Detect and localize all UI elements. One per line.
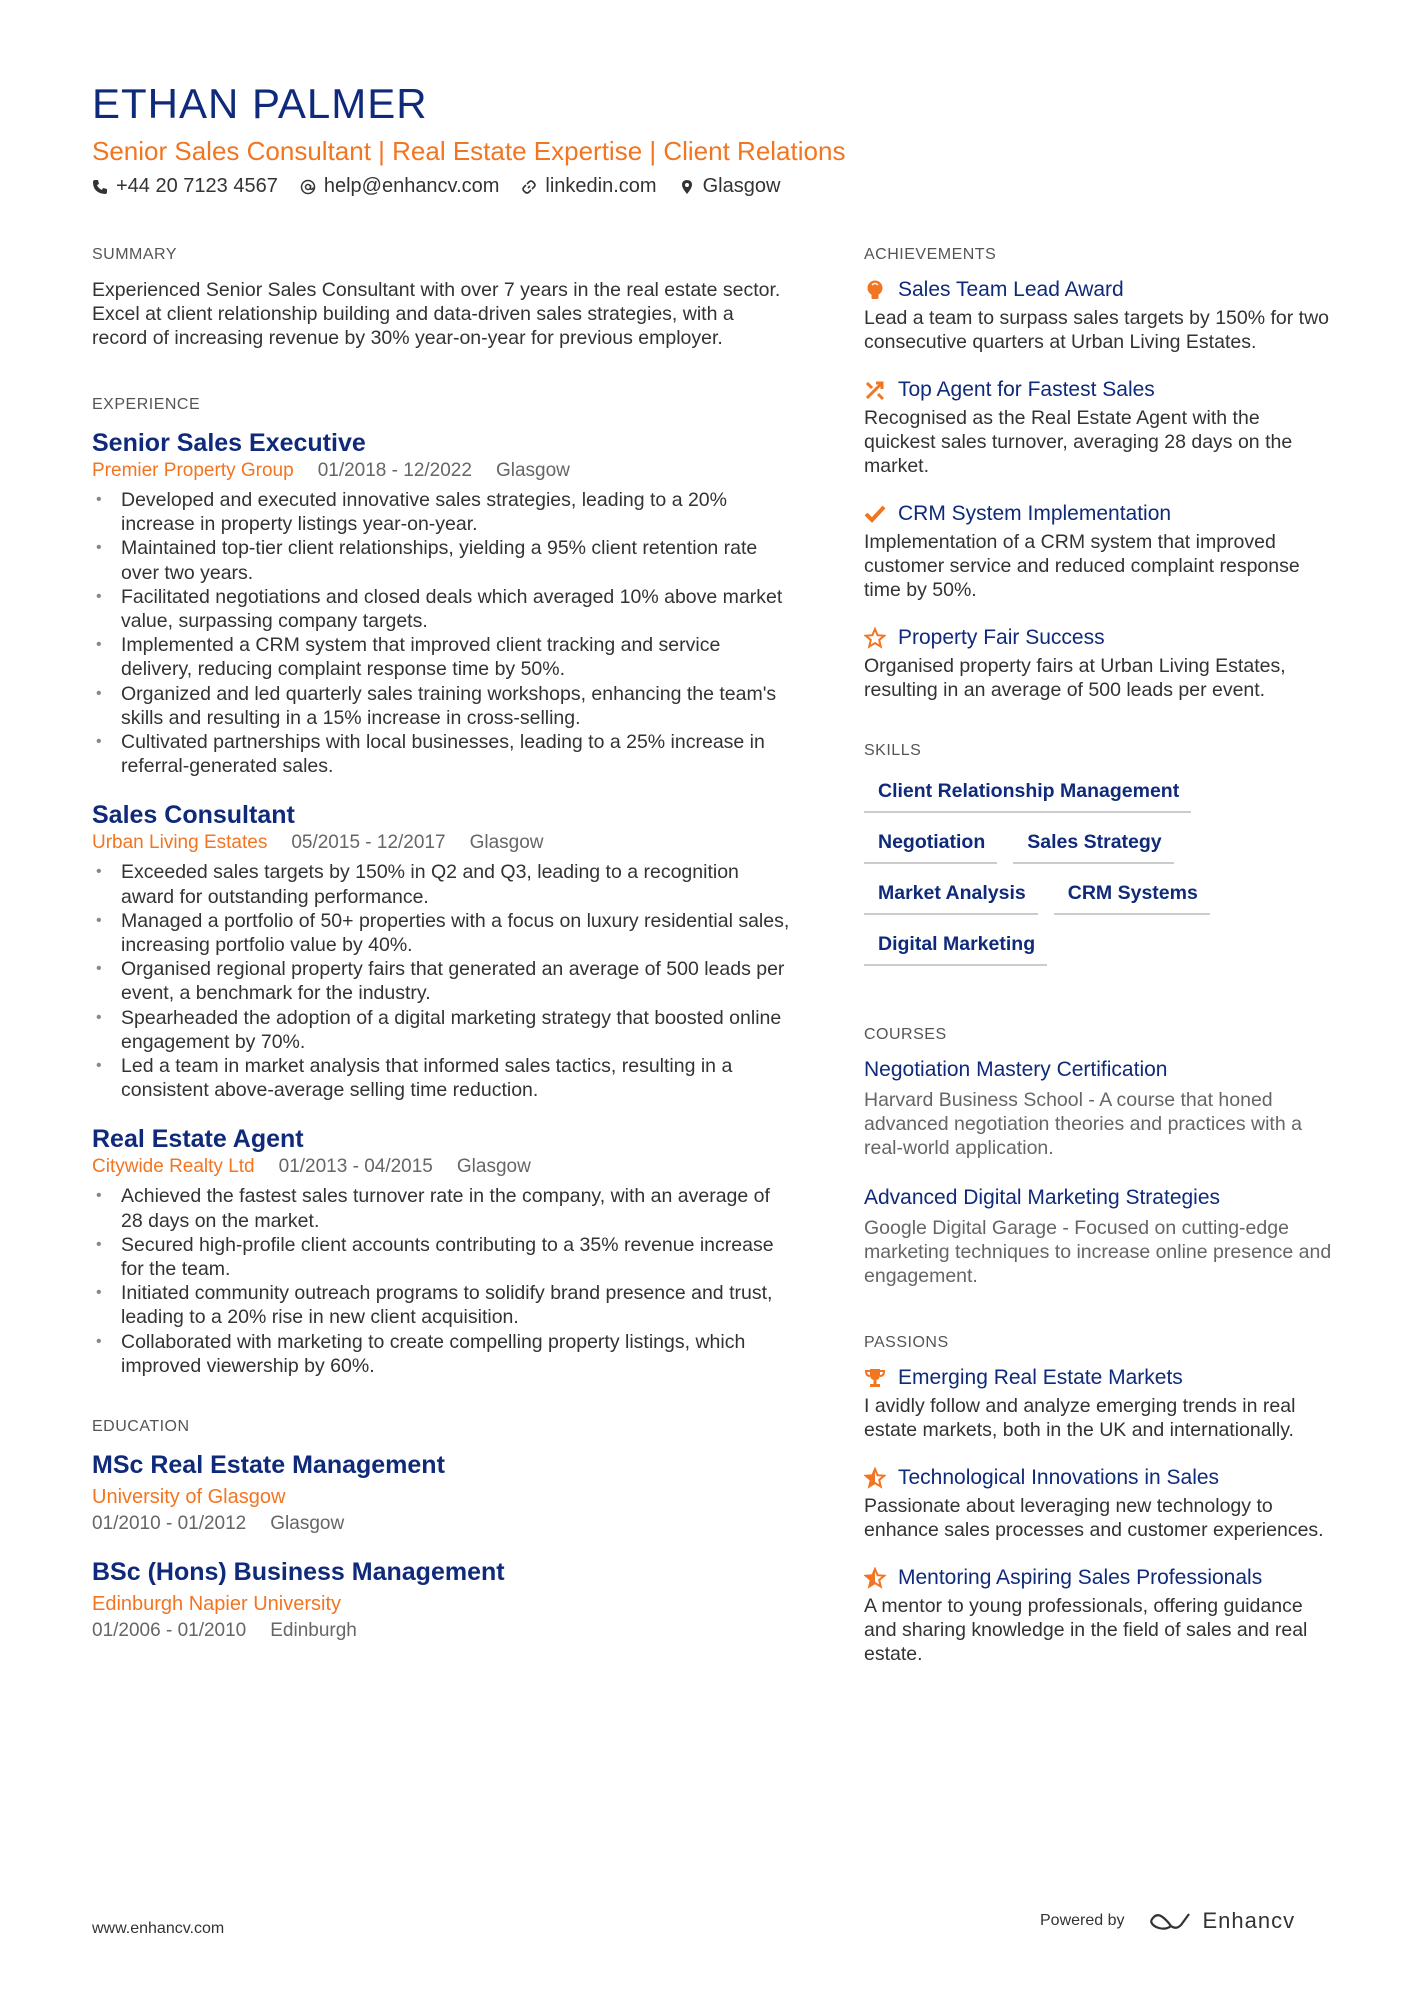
bullet-item: • Developed and executed innovative sales strategies, leading to a 20% increase in property listings year-on-year. [92, 488, 792, 536]
job-dates: 01/2013 - 04/2015 [278, 1156, 433, 1178]
passions-heading: PASSIONS [864, 1334, 949, 1351]
achievement-text: Recognised as the Real Estate Agent with the quickest sales turnover, averaging 28 days on the market. [864, 407, 1293, 477]
phone-text: +44 20 7123 4567 [116, 175, 278, 197]
job-bullets [92, 860, 792, 1102]
passions-section [864, 1334, 1334, 1666]
education-section [92, 1418, 792, 1642]
job-location: Glasgow [469, 832, 544, 854]
job-bullets [92, 1184, 792, 1378]
job-company: Citywide Realty Ltd [92, 1156, 255, 1178]
achievement-text: Implementation of a CRM system that improved customer service and reduced complaint response time by 50%. [864, 531, 1300, 601]
job-location: Glasgow [495, 460, 570, 481]
course-description: Harvard Business School - A course that honed advanced negotiation theories and practices with a real-world application. [864, 1089, 1302, 1159]
contact-email[interactable] [300, 175, 500, 198]
education-meta [92, 1620, 792, 1642]
enhancv-logo-icon [1149, 1910, 1195, 1932]
course-item [864, 1058, 1334, 1160]
degree-title: MSc Real Estate Management [92, 1451, 445, 1480]
passion-title: Emerging Real Estate Markets [898, 1366, 1183, 1389]
job-location: Glasgow [456, 1156, 531, 1178]
courses-heading: COURSES [864, 1026, 947, 1043]
location-pin-icon [679, 179, 695, 195]
skills-section [864, 742, 1334, 966]
achievement-item [864, 502, 1334, 602]
passion-text: A mentor to young professionals, offering guidance and sharing knowledge in the field of sales and real estate. [864, 1595, 1308, 1665]
email-text: help@enhancv.com [323, 175, 500, 197]
skill-tag: Market Analysis [864, 876, 1038, 915]
achievement-item [864, 278, 1334, 354]
passion-title: Mentoring Aspiring Sales Professionals [898, 1566, 1263, 1589]
experience-section [92, 396, 792, 1378]
education-entry [92, 1557, 792, 1642]
job-title: Sales Consultant [92, 801, 295, 830]
courses-section [864, 1026, 1334, 1288]
job-bullets [92, 488, 792, 778]
job-title: Real Estate Agent [92, 1125, 304, 1154]
education-heading: EDUCATION [92, 1418, 190, 1436]
education-location: Edinburgh [270, 1620, 357, 1642]
bullet-item: • Secured high-profile client accounts contributing to a 35% revenue increase for the team. [92, 1233, 792, 1281]
achievement-title: Sales Team Lead Award [898, 278, 1124, 301]
right-column [864, 246, 1334, 1690]
job-title: Senior Sales Executive [92, 429, 366, 457]
achievement-item [864, 378, 1334, 478]
education-dates: 01/2010 - 01/2012 [92, 1513, 247, 1535]
education-dates: 01/2006 - 01/2010 [92, 1620, 247, 1642]
job-entry [92, 428, 792, 778]
passion-item [864, 1366, 1334, 1442]
summary-text: Experienced Senior Sales Consultant with over 7 years in the real estate sector. Excel at client relationship building and data-driven sales strategies, with a record of increasing revenue by 30% year-on-year for previous employer. [92, 279, 781, 349]
phone-icon [92, 179, 108, 195]
bulb-icon [864, 279, 886, 301]
star-outline-icon [864, 627, 886, 649]
contact-location [679, 175, 781, 198]
footer-website[interactable]: www.enhancv.com [92, 1920, 225, 1937]
powered-by-label: Powered by [1040, 1912, 1125, 1929]
school-name: Edinburgh Napier University [92, 1593, 342, 1616]
achievement-title: Property Fair Success [898, 626, 1105, 649]
check-icon [864, 503, 886, 525]
passion-item [864, 1566, 1334, 1666]
education-entry [92, 1450, 792, 1535]
job-dates: 05/2015 - 12/2017 [291, 832, 446, 854]
brand-name: Enhancv [1202, 1908, 1296, 1933]
contact-bar [92, 175, 780, 198]
passion-text: I avidly follow and analyze emerging trends in real estate markets, both in the UK and internationally. [864, 1395, 1296, 1441]
job-entry [92, 1124, 792, 1378]
star-half-icon [864, 1467, 886, 1489]
achievement-item [864, 626, 1334, 702]
footer-branding [1040, 1908, 1295, 1934]
course-title: Advanced Digital Marketing Strategies [864, 1186, 1221, 1209]
school-name: University of Glasgow [92, 1486, 286, 1509]
job-meta [92, 832, 792, 854]
star-half-icon [864, 1567, 886, 1589]
course-title: Negotiation Mastery Certification [864, 1058, 1168, 1081]
bullet-item: • Led a team in market analysis that informed sales tactics, resulting in a consistent above-average selling time reduction. [92, 1054, 792, 1102]
bullet-item: • Facilitated negotiations and closed deals which averaged 10% above market value, surpassing company targets. [92, 585, 792, 633]
degree-title: BSc (Hons) Business Management [92, 1558, 505, 1587]
skill-tag: Sales Strategy [1013, 825, 1173, 864]
job-meta [92, 460, 792, 482]
achievement-title: CRM System Implementation [898, 502, 1172, 525]
skill-tag: CRM Systems [1054, 876, 1210, 915]
bullet-item: • Achieved the fastest sales turnover rate in the company, with an average of 28 days on the market. [92, 1184, 792, 1232]
education-location: Glasgow [270, 1513, 345, 1535]
trophy-icon [864, 1367, 886, 1389]
job-meta [92, 1156, 792, 1178]
job-company: Urban Living Estates [92, 832, 268, 854]
education-meta [92, 1513, 792, 1535]
left-column [92, 246, 792, 1664]
location-text: Glasgow [702, 175, 781, 197]
contact-phone[interactable] [92, 175, 278, 198]
achievements-section [864, 246, 1334, 702]
arrows-icon [864, 379, 886, 401]
skill-tag: Digital Marketing [864, 927, 1047, 966]
achievement-title: Top Agent for Fastest Sales [898, 378, 1155, 401]
passion-item [864, 1466, 1334, 1542]
bullet-item: • Spearheaded the adoption of a digital marketing strategy that boosted online engagement by 70%. [92, 1006, 792, 1054]
candidate-name: ETHAN PALMER [92, 80, 428, 127]
bullet-item: • Initiated community outreach programs to solidify brand presence and trust, leading to a 20% rise in new client acquisition. [92, 1281, 792, 1329]
skill-tag: Client Relationship Management [864, 774, 1191, 813]
bullet-item: • Cultivated partnerships with local businesses, leading to a 25% increase in referral-generated sales. [92, 730, 792, 778]
passion-title: Technological Innovations in Sales [898, 1466, 1220, 1489]
job-entry [92, 800, 792, 1102]
bullet-item: • Exceeded sales targets by 150% in Q2 and Q3, leading to a recognition award for outstanding performance. [92, 860, 792, 908]
skills-heading: SKILLS [864, 742, 922, 759]
linkedin-text: linkedin.com [545, 175, 657, 197]
job-company: Premier Property Group [92, 460, 294, 481]
course-description: Google Digital Garage - Focused on cutting-edge marketing techniques to increase online presence and engagement. [864, 1217, 1332, 1287]
headline: Senior Sales Consultant | Real Estate Expertise | Client Relations [92, 136, 846, 166]
bullet-item: • Collaborated with marketing to create compelling property listings, which improved viewership by 60%. [92, 1330, 792, 1378]
bullet-item: • Organized and led quarterly sales training workshops, enhancing the team's skills and resulting in a 15% increase in cross-selling. [92, 682, 792, 730]
at-icon [300, 179, 316, 195]
bullet-item: • Organised regional property fairs that generated an average of 500 leads per event, a benchmark for the industry. [92, 957, 792, 1005]
achievement-text: Organised property fairs at Urban Living Estates, resulting in an average of 500 leads per event. [864, 655, 1286, 701]
contact-linkedin[interactable] [521, 175, 656, 198]
course-item [864, 1186, 1334, 1288]
skills-list [864, 774, 1304, 966]
achievement-text: Lead a team to surpass sales targets by 150% for two consecutive quarters at Urban Living Estates. [864, 307, 1330, 353]
passion-text: Passionate about leveraging new technology to enhance sales processes and customer experiences. [864, 1495, 1324, 1541]
summary-heading: SUMMARY [92, 246, 177, 263]
experience-heading: EXPERIENCE [92, 396, 201, 413]
summary-section [92, 246, 792, 350]
job-dates: 01/2018 - 12/2022 [317, 460, 472, 481]
enhancv-logo[interactable] [1149, 1908, 1296, 1934]
bullet-item: • Maintained top-tier client relationships, yielding a 95% client retention rate over two years. [92, 536, 792, 584]
link-icon [521, 179, 537, 195]
bullet-item: • Managed a portfolio of 50+ properties with a focus on luxury residential sales, increasing portfolio value by 40%. [92, 909, 792, 957]
bullet-item: • Implemented a CRM system that improved client tracking and service delivery, reducing complaint response time by 50%. [92, 633, 792, 681]
skill-tag: Negotiation [864, 825, 997, 864]
achievements-heading: ACHIEVEMENTS [864, 246, 997, 263]
